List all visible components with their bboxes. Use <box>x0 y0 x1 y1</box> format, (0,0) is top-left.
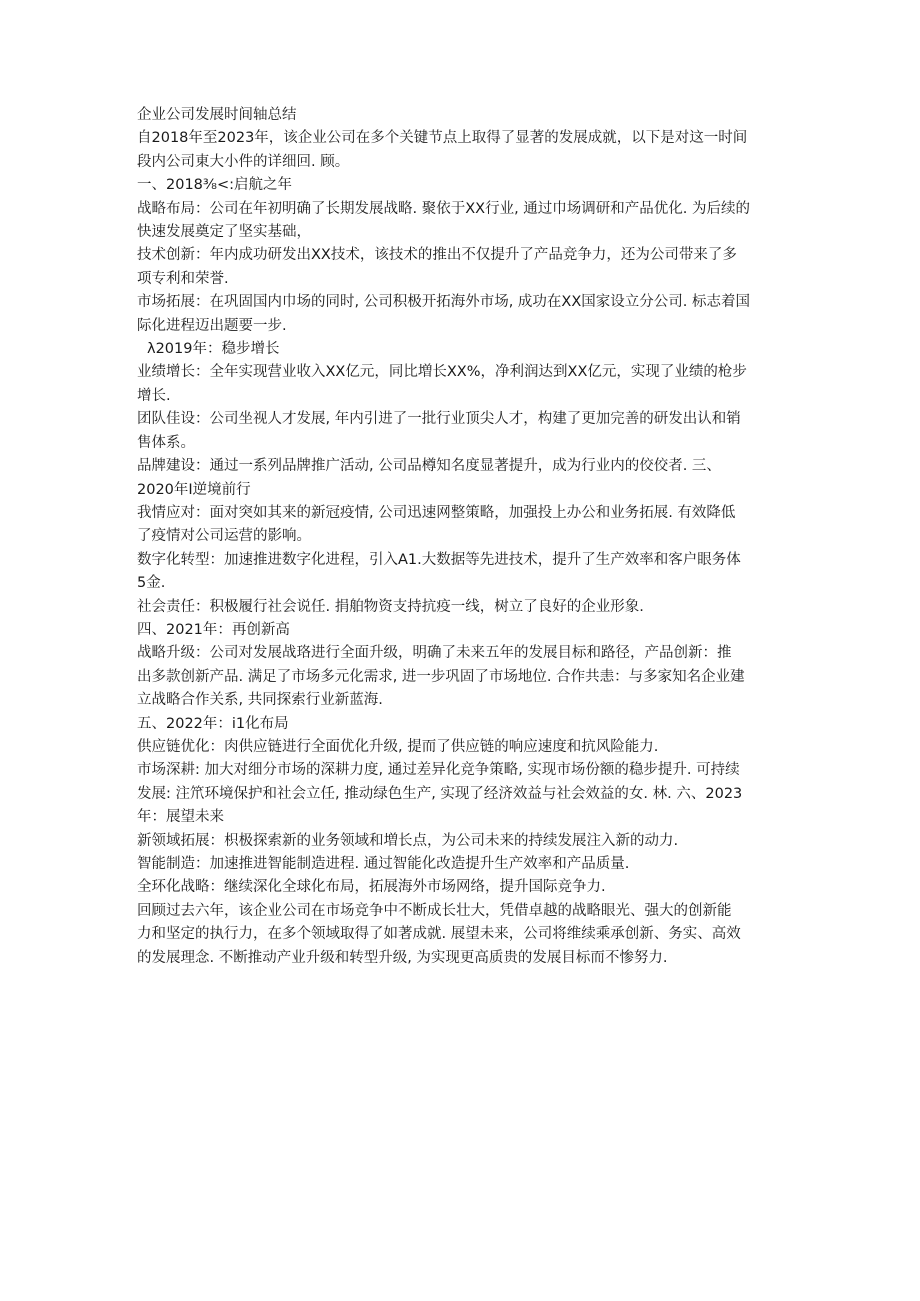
text-line: 售体系。 <box>137 434 195 451</box>
text-line: 出多款创新产品. 满足了市场多元化需求, 进一步巩固了市场地位. 合作共恚：与多家知名企业建 <box>137 668 745 685</box>
text-line: 市场拓展：在巩固国内巾场的同时, 公司积极开拓海外市场, 成功在XX国家设立分公司. 标志着国 <box>137 294 751 311</box>
text-line: 战略布局：公司在年初明确了长期发展战略. 聚依于XX行业, 通过巾场调研和产品优化. 为后续的 <box>137 200 751 217</box>
text-line: 供应链优化：肉供应链进行全面优化升级, 提而了供应链的响应速度和抗风险能力. <box>137 738 659 755</box>
document-title: 企业公司发展时间轴总结 <box>137 107 297 123</box>
text-line: 快速发展奠定了坚实基础， <box>137 224 311 241</box>
text-line: 数字化转型：加速推进数字化进程，引入A1.大数据等先进技术，提升了生产效率和客户眼务体 <box>137 551 741 568</box>
text-line: 力和坚定的执行力，在多个领域取得了如著成就. 展望未来，公司将维续乘承创新、务实、高效 <box>137 926 741 943</box>
document-body <box>137 104 787 970</box>
text-line: 的发展理念. 不断推动产业升级和转型升级, 为实现更高质贵的发展目标而不惨努力. <box>137 949 668 966</box>
text-line: 智能制造：加速推进智能制造进程. 通过智能化改造提升生产效率和产品质量. <box>137 856 630 872</box>
text-line: 回顾过去六年，该企业公司在市场竞争中不断成长壮大，凭借卓越的战略眼光、强大的创新能 <box>137 902 732 919</box>
text-line: 段内公司東大小件的详细回. 顾。 <box>137 153 350 170</box>
text-line: 发展: 注笊环境保护和社会立任, 推动绿色生产, 实现了经济效益与社会效益的女. 林. 六、2023 <box>137 785 743 802</box>
section-heading-2021: 四、2021年：再创新高 <box>137 621 290 638</box>
section-heading-2020: 2020年I逆境前行 <box>137 481 251 498</box>
text-line: 市场深耕: 加大对细分市场的深耕力度, 通过差异化竞争策略, 实现市场份额的稳步提升. 可持续 <box>137 762 740 779</box>
text-line: 立战略合作关系, 共同探索行业新蓝海. <box>137 692 383 709</box>
text-line: 新领域拓展：枳极探索新的业务领域和増长点，为公司未来的持续发展注入新的动力. <box>137 832 679 849</box>
text-line: 全环化战略：继续深化全球化布局，拓展海外市场网络，提升国际竞争力. <box>137 879 606 896</box>
section-heading-2023: 年：展望未来 <box>137 809 224 826</box>
section-heading-2019: λ2019年：稳步增长 <box>147 341 280 358</box>
text-line: 5金. <box>137 575 166 592</box>
text-line: 我情应对：面对突如其来的新冠疫情, 公司迅速网整策略，加强投上办公和业务拓展. 有效降低 <box>137 504 736 521</box>
text-line: 品牌建设：通过一系列品牌推广活动, 公司品樽知名度显著提升，成为行业内的佼佼者. 三、 <box>137 458 721 475</box>
text-line: 社会责任：积极履行社会说任. 捐舶物资支持抗疫一线，树立了良好的企业形象. <box>137 598 644 615</box>
text-line: 技术创新：年内成功研发出XX技术，该技术的推出不仅提升了产品竞争力，还为公司带来了多 <box>137 247 737 264</box>
text-line: 团队佳设：公司坐视人才发展, 年内引进了一批行业顶尖人才，构建了更加完善的研发出认和销 <box>137 411 741 428</box>
section-heading-2022: 五、2022年：i1化布局 <box>137 715 289 732</box>
text-line: 业绩增长：全年实现营业收入XX亿元，同比増长XX%，净利润达到XX亿元，实现了业绩的枪步 <box>137 364 747 381</box>
text-line: 了疫情对公司运营的影响。 <box>137 528 311 545</box>
text-line: 增长. <box>137 387 171 404</box>
section-heading-2018: 一、2018⅜<:启航之年 <box>137 177 292 194</box>
text-line: 自2018年至2023年，该企业公司在多个关键节点上取得了显著的发展成就，以下是对这一时间 <box>137 130 748 147</box>
text-line: 战略升级：公司对发展战珞进行全面升级，明确了未来五年的发展目标和路径，产品创新：推 <box>137 645 732 662</box>
text-line: 项专利和荣誉. <box>137 270 229 287</box>
text-line: 际化进程迈出题要一步. <box>137 317 287 334</box>
